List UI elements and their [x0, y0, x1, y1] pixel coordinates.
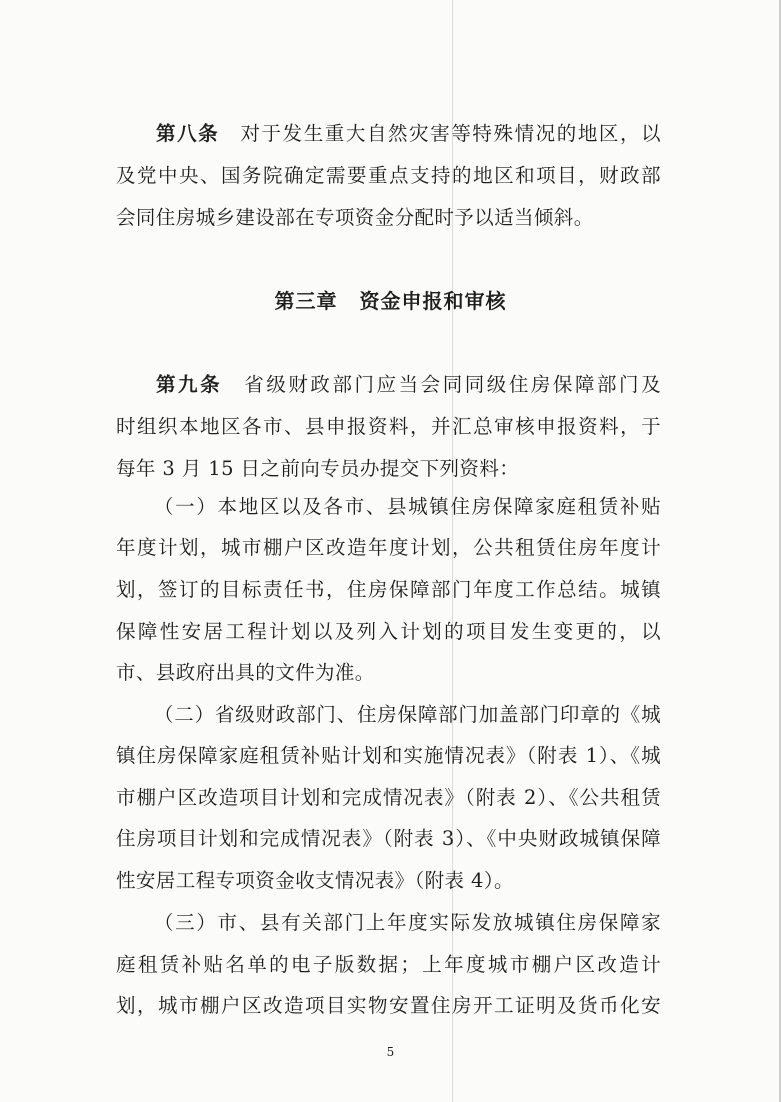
article9-line-2: 时组织本地区各市、县申报资料，并汇总审核申报资料，于 [116, 415, 661, 438]
chapter-number: 第三章 [274, 289, 338, 313]
item3-line-2: 庭租赁补贴名单的电子版数据；上年度城市棚户区改造计 [116, 953, 661, 976]
item2-line-5: 性安居工程专项资金收支情况表》（附表 4）。 [116, 869, 514, 892]
article8-text-1: 对于发生重大自然灾害等特殊情况的地区，以 [239, 122, 661, 145]
item2-line-2: 镇住房保障家庭租赁补贴计划和实施情况表》（附表 1）、《城 [116, 744, 661, 767]
item1-line-5: 市、县政府出具的文件为准。 [116, 661, 375, 684]
article9-lead: 第九条 [156, 373, 223, 396]
item1-line-2: 年度计划，城市棚户区改造年度计划，公共租赁住房年度计 [116, 536, 661, 559]
article9-text-1: 省级财政部门应当会同同级住房保障部门及 [242, 373, 661, 396]
article9-line-1 [156, 372, 661, 398]
item2-line-4: 住房项目计划和完成情况表》（附表 3）、《中央财政城镇保障 [116, 827, 661, 850]
item2-line-1: （二）省级财政部门、住房保障部门加盖部门印章的《城 [154, 703, 661, 726]
article8-line-1 [156, 121, 661, 147]
article8-line-2: 及党中央、国务院确定需要重点支持的地区和项目，财政部 [116, 164, 661, 187]
article8-line-3: 会同住房城乡建设部在专项资金分配时予以适当倾斜。 [116, 206, 594, 229]
article8-lead: 第八条 [156, 122, 220, 145]
page-number: 5 [386, 1045, 395, 1059]
chapter-title: 资金申报和审核 [359, 289, 507, 313]
item1-line-3: 划，签订的目标责任书，住房保障部门年度工作总结。城镇 [116, 578, 661, 601]
item2-line-3: 市棚户区改造项目计划和完成情况表》（附表 2）、《公共租赁 [116, 786, 661, 809]
item1-line-1: （一）本地区以及各市、县城镇住房保障家庭租赁补贴 [154, 495, 661, 518]
item1-line-4: 保障性安居工程计划以及列入计划的项目发生变更的，以 [116, 620, 661, 643]
item3-line-1: （三）市、县有关部门上年度实际发放城镇住房保障家 [154, 911, 661, 934]
item3-line-3: 划，城市棚户区改造项目实物安置住房开工证明及货币化安 [116, 994, 661, 1017]
article9-line-3: 每年 3 月 15 日之前向专员办提交下列资料： [116, 457, 520, 480]
chapter-heading [0, 287, 781, 315]
